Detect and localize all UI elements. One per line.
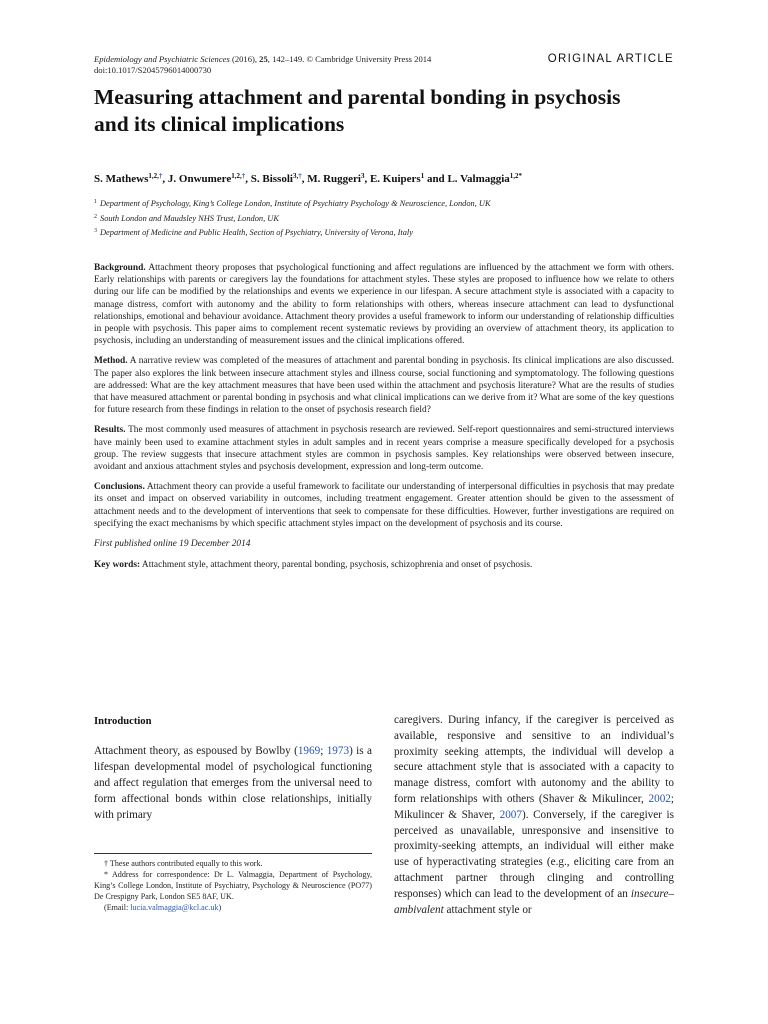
- citation-link[interactable]: 1969: [297, 745, 321, 757]
- affiliation: $^2$ South London and Maudsley NHS Trust, London, UK: [94, 213, 279, 223]
- footnote-email: (Email: lucia.valmaggia@kcl.ac.uk): [104, 903, 222, 913]
- affiliations: [94, 196, 684, 240]
- right-column-paragraph: caregivers. During infancy, if the caregiver is perceived as available, responsive and sensitive to an individual’s proximity seeking attempts, the individual will develop a secure attachment style that is associated with a capacity to manage distress, comfort with autonomy and the ability to form relationships with others (Shaver & Mikulincer, 2002; Mikulincer & Shaver, 2007). Conversely, if the caregiver is perceived as unavailable, unresponsive and insensitive to proximity-seeking attempts, an individual will either make use of hyperactivating strategies (e.g., eliciting care from an attachment partner through clinging and controlling responses) which can lead to the development of an insecure–ambivalent attachment style or: [394, 714, 675, 916]
- abstract-background: Background. Attachment theory proposes that psychological functioning and affect regulations are influenced by the attachment we form with others. Early relationships with parents or caregivers lay the foundations for attachment styles. These styles are proposed to influence how we relate to others during our life can be modified by the relationships and events we experience in our lifespan. A secure attachment style is associated with a capacity to manage distress, comfort with autonomy and the ability to form relationships with others, whereas insecure attachment can lead to dysfunctional relationships, emotional and behaviour avoidance. Attachment theory provides a useful framework to inform our understanding of relationship difficulties in people with psychosis. This paper aims to complement recent systematic reviews by providing an overview of attachment theory, its application to psychosis, including an understanding of measurement issues and the clinical implications offered.: [94, 263, 675, 347]
- abstract-method: Method. A narrative review was completed of the measures of attachment and parental bonding in psychosis. Its clinical implications are also discussed. The paper also explores the link between insecure attachment styles and illness course, social functioning and symptomatology. The following questions are addressed: What are the key attachment measures that have been used within the attachment and psychosis literature? What are the results of studies that have measured attachment or parental bonding in psychosis and what clinical implications can we derive from it? What are some of the key questions for future research from these findings in relation to the onset of psychosis research field?: [94, 356, 674, 416]
- abstract: [94, 262, 674, 579]
- left-column: [94, 716, 372, 823]
- author[interactable]: M. Ruggeri$^3$: [307, 172, 365, 185]
- citation-link[interactable]: 1973: [326, 745, 350, 757]
- footnotes: [94, 853, 372, 913]
- affiliation: $^3$ Department of Medicine and Public Health, Section of Psychiatry, University of Verona, Italy: [94, 228, 413, 237]
- citation-link[interactable]: 2002: [648, 792, 671, 805]
- journal-citation: [94, 54, 514, 76]
- author[interactable]: S. Bissoli$^{3,\dagger}$: [250, 172, 302, 185]
- footnote-correspondence: * Address for correspondence: Dr L. Valmaggia, Department of Psychology, King’s College London, Institute of Psychiatry, Psychology & Neuroscience (PO77) De Crespigny Park, London SE5 8AF, UK.: [94, 870, 372, 902]
- keywords: Key words: Attachment style, attachment theory, parental bonding, psychosis, schizophrenia and onset of psychosis.: [94, 560, 533, 571]
- abstract-conclusions: Conclusions. Attachment theory can provide a useful framework to facilitate our understanding of interpersonal difficulties in psychosis that may predate its onset and impact on observed variability in outcomes, including treatment engagement. Greater attention should be given to the assessment of attachment needs and to the development of interventions that seek to compensate for these difficulties. However, further investigations are required on specifying the exact mechanisms by which specific attachment styles impact on the development of psychosis and its course.: [94, 482, 675, 529]
- affiliation: $^1$ Department of Psychology, King’s College London, Institute of Psychiatry Psychology & Neuroscience, London, UK: [94, 199, 491, 208]
- doi[interactable]: doi:10.1017/S2045796014000730: [94, 65, 212, 75]
- footnote-equal-contribution: † These authors contributed equally to this work.: [104, 859, 263, 868]
- author[interactable]: J. Onwumere$^{1,2,\dagger}$: [167, 172, 246, 185]
- journal-volume: 25: [259, 54, 268, 64]
- author[interactable]: S. Mathews$^{1,2,\dagger}$: [94, 172, 163, 185]
- journal-year: (2016),: [231, 54, 258, 64]
- section-heading-introduction: Introduction: [94, 716, 152, 727]
- journal-pages-copyright: , 142–149. © Cambridge University Press 2014: [267, 54, 432, 64]
- author[interactable]: L. Valmaggia$^{1,2*}$: [447, 172, 523, 185]
- intro-paragraph: Attachment theory, as espoused by Bowlby (1969; 1973) is a lifespan developmental model of psychological functioning and affect regulation that emerges from the universal need to form affectional bonds within close relationships, initially with primary: [94, 745, 372, 822]
- first-published-date: First published online 19 December 2014: [94, 539, 251, 550]
- journal-name: Epidemiology and Psychiatric Sciences: [94, 54, 230, 64]
- abstract-results: Results. The most commonly used measures of attachment in psychosis research are reviewed. Self-report questionnaires and semi-structured interviews have mainly been used to examine attachment styles in adult samples and in recent years comprise a measure specifically developed for a psychosis group. The review suggests that insecure attachment styles are common in psychosis samples. Key relationships were observed between insecure, avoidant and anxious attachment styles and psychosis development, expression and long-term outcome.: [94, 425, 674, 473]
- author[interactable]: E. Kuipers$^1$: [369, 172, 425, 185]
- journal-citation-line: [94, 54, 514, 65]
- citation-link[interactable]: 2007: [499, 808, 522, 821]
- author-list: S. Mathews$^{1,2,\dagger}$, J. Onwumere$^{1,2,\dagger}$, S. Bissoli$^{3,\dagger}$, M. Ruggeri$^3$, E. Kuipers$^1$ and L. Valmaggia$^{1,2*}$: [94, 172, 523, 185]
- article-title: Measuring attachment and parental bonding in psychosis and its clinical implications: [94, 85, 621, 136]
- article-type-label: ORIGINAL ARTICLE: [547, 53, 674, 65]
- email-link[interactable]: lucia.valmaggia@kcl.ac.uk: [130, 903, 219, 913]
